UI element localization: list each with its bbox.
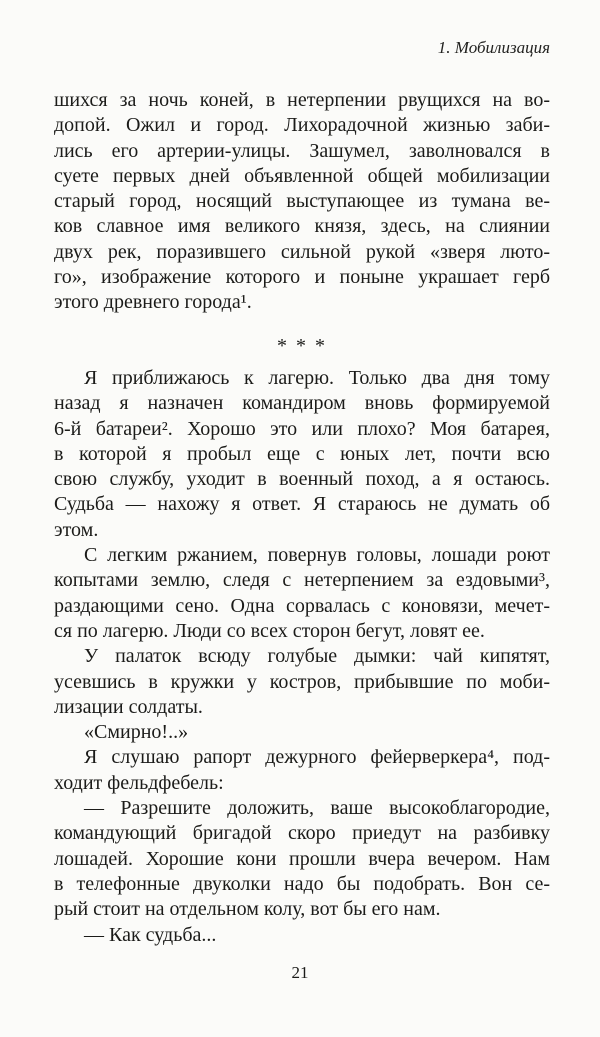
paragraph [54, 88, 550, 316]
paragraph [54, 923, 550, 948]
text-line: У палаток всюду голубые дымки: чай кипятят, [84, 645, 550, 668]
text-line: в которой я пробыл еще с юных лет, почти всю [54, 442, 550, 465]
text-line: двух рек, поразившего сильной рукой «зверя люто- [54, 240, 550, 263]
paragraph [54, 745, 550, 796]
text-line: — Разрешите доложить, ваше высокоблагородие, [84, 797, 550, 820]
text-line: свою службу, уходит в военный поход, а я остаюсь. [54, 468, 550, 491]
paragraph [54, 644, 550, 720]
paragraph [54, 543, 550, 644]
text-line: ходит фельдфебель: [54, 771, 224, 794]
text-line: ся по лагерю. Люди со всех сторон бегут, ловят ее. [54, 619, 485, 642]
text-line: старый город, носящий выступающее из тумана ве- [54, 190, 550, 213]
text-line: суете первых дней объявленной общей мобилизации [54, 164, 550, 187]
text-line: этого древнего города¹. [54, 291, 252, 314]
text-line: Я слушаю рапорт дежурного фейерверкера⁴, под- [84, 746, 550, 769]
text-line: шихся за ночь коней, в нетерпении рвущихся на во- [54, 89, 550, 111]
text-line: лись его артерии-улицы. Зашумел, заволновался в [54, 139, 550, 162]
text-line: допой. Ожил и город. Лихорадочной жизнью заби- [54, 114, 550, 137]
text-line: С легким ржанием, повернув головы, лошади роют [84, 544, 550, 567]
text-line: этом. [54, 518, 99, 541]
text-line: рый стоит на отдельном колу, вот бы его нам. [54, 898, 441, 921]
paragraph [54, 720, 550, 745]
page-number: 21 [291, 963, 309, 982]
text-line: командующий бригадой скоро приедут на разбивку [54, 822, 550, 845]
paragraph [54, 366, 550, 543]
text-line: «Смирно!..» [84, 721, 189, 744]
text-line: Я приближаюсь к лагерю. Только два дня тому [84, 366, 550, 389]
text-line: в телефонные двуколки надо бы подобрать. Вон се- [54, 872, 550, 895]
text-line: — Как судьба... [84, 923, 217, 946]
text-line: лошадей. Хорошие кони прошли вчера вечером. Нам [54, 847, 550, 870]
paragraph [54, 796, 550, 922]
text-line: ков славное имя великого князя, здесь, на слиянии [54, 215, 550, 238]
section-separator: * * * [277, 334, 327, 357]
text-line: 6-й батареи². Хорошо это или плохо? Моя батарея, [54, 417, 550, 440]
text-line: Судьба — нахожу я ответ. Я стараюсь не думать об [54, 493, 550, 516]
text-line: лизации солдаты. [54, 695, 203, 718]
running-header: 1. Мобилизация [437, 38, 550, 57]
text-line: назад я назначен командиром вновь формируемой [54, 392, 550, 415]
text-line: усевшись в кружки у костров, прибывшие по моби- [54, 670, 550, 693]
page-body [54, 88, 550, 948]
text-line: раздающими сено. Одна сорвалась с коновязи, мечет- [54, 594, 550, 617]
text-line: копытами землю, следя с нетерпением за ездовыми³, [54, 569, 550, 592]
text-line: го», изображение которого и поныне украшает герб [54, 266, 550, 289]
